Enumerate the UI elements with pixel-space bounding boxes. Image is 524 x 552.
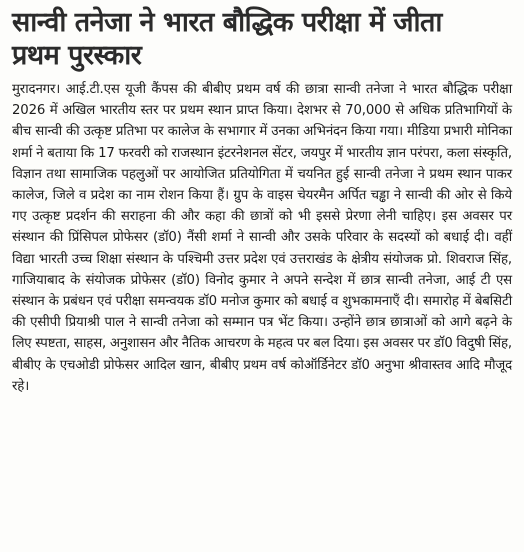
article-body: मुरादनगर। आई.टी.एस यूजी कैंपस की बीबीए प्रथम वर्ष की छात्रा सान्वी तनेजा ने भारत बौद्धिक परीक्षा 2026 में अखिल भारतीय स्तर पर प्रथम स्थान प्राप्त किया। देशभर से 70,000 से अधिक प्रतिभागियों के बीच सान्वी की उत्कृष्ट प्रतिभा पर कालेज के सभागार में उनका अभिनंदन किया गया। मीडिया प्रभारी मोनिका शर्मा ने बताया कि 17 फरवरी को राजस्थान इंटरनेशनल सेंटर, जयपुर में भारतीय ज्ञान परंपरा, कला संस्कृति, विज्ञान तथा सामाजिक पहलुओं पर आयोजित प्रतियोगिता में चयनित हुई सान्वी तनेजा ने प्रथम स्थान पाकर कालेज, जिले व प्रदेश का नाम रोशन किया हैं। ग्रुप के वाइस चेयरमैन अर्पित चड्ढा ने सान्वी की ओर से किये गए उत्कृष्ट प्रदर्शन की सराहना की और कहा की छात्रों को भी इससे प्रेरणा लेनी चाहिए। इस अवसर पर संस्थान की प्रिंसिपल प्रोफेसर (डॉ0) नैंसी शर्मा ने सान्वी और उसके परिवार के सदस्यों को बधाई दी। वहीं विद्या भारती उच्च शिक्षा संस्थान के पश्चिमी उत्तर प्रदेश एवं उत्तराखंड के क्षेत्रीय संयोजक प्रो. शिवराज सिंह, गाजियाबाद के संयोजक प्रोफेसर (डॉ0) विनोद कुमार ने अपने सन्देश में छात्र सान्वी तनेजा, आई टी एस संस्थान के प्रबंधन एवं परीक्षा समन्वयक डॉ0 मनोज कुमार को बधाई व शुभकामनाएँ दी। समारोह में बेबसिटी की एसीपी प्रियाश्री पाल ने सान्वी तनेजा को सम्मान पत्र भेंट किया। उन्होंने छात्र छात्राओं को आगे बढ़ने के लिए स्पष्टता, साहस, अनुशासन और नैतिक आचरण के महत्व पर बल दिया। इस अवसर पर डॉ0 विदुषी सिंह, बीबीए के एचओडी प्रोफेसर आदिल खान, बीबीए प्रथम वर्ष कोऑर्डिनेटर डॉ0 अनुभा श्रीवास्तव आदि मौजूद रहे।: [12, 82, 512, 394]
headline-line-2: प्रथम पुरस्कार: [12, 40, 142, 71]
headline-line-1: सान्वी तनेजा ने भारत बौद्धिक परीक्षा में जीता: [12, 7, 442, 38]
article-headline: [12, 6, 512, 72]
